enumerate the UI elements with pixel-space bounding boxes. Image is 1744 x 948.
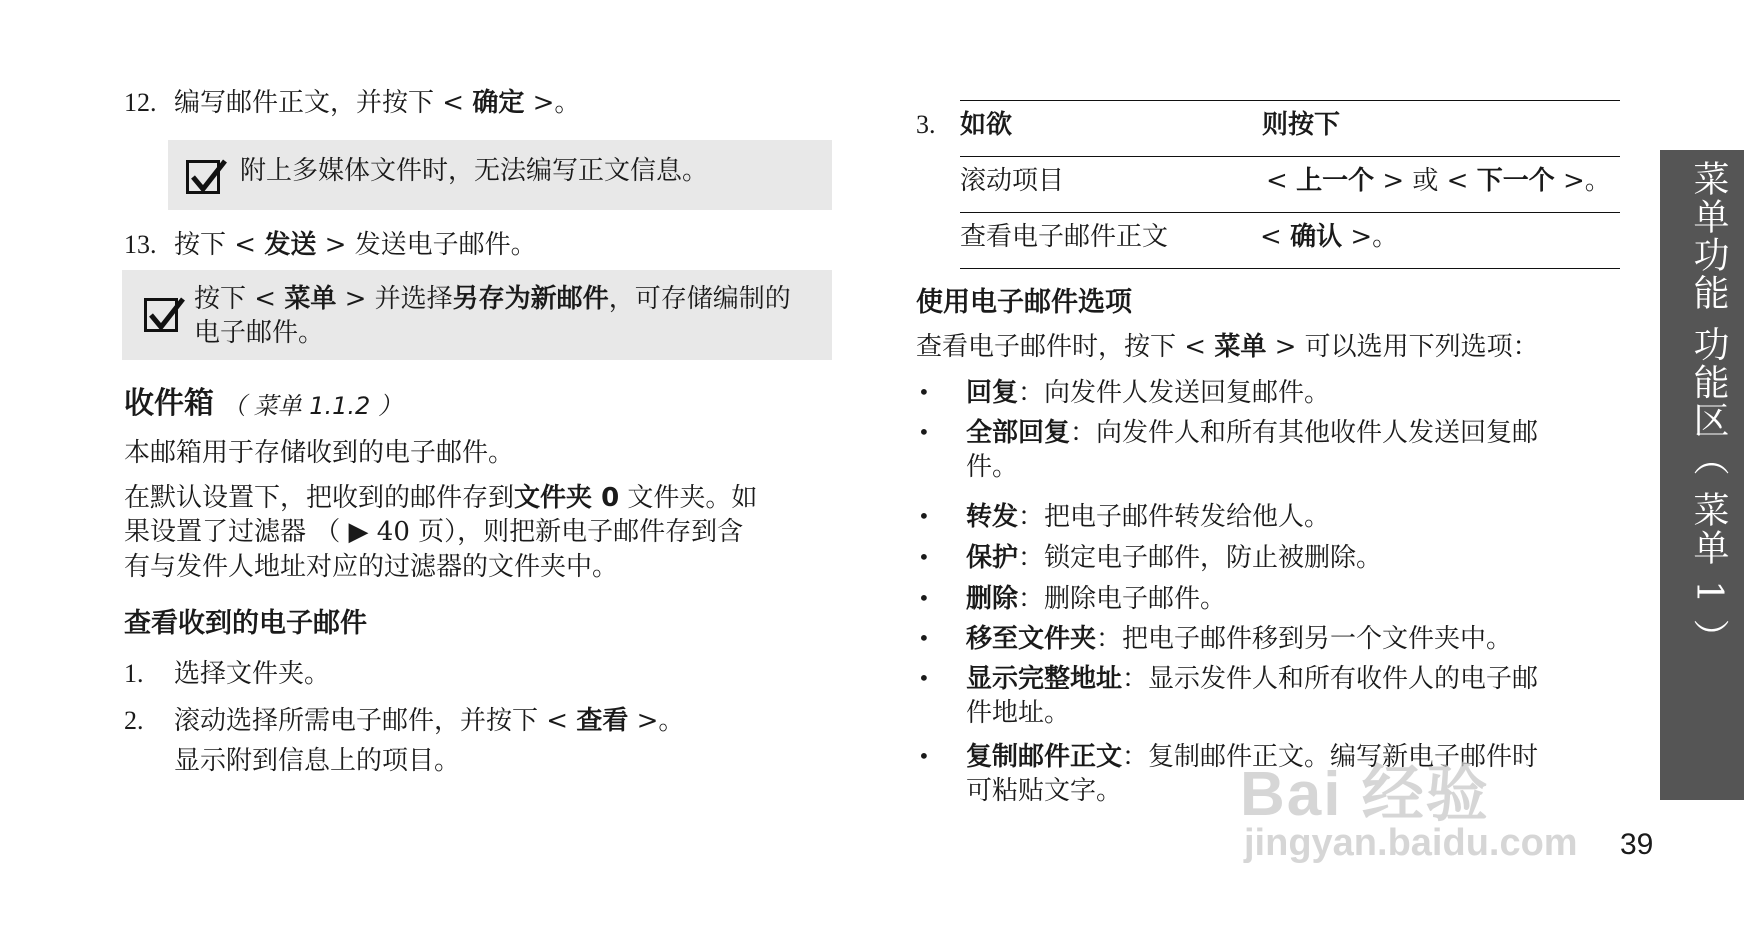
bullet-dot: • <box>918 420 930 444</box>
step-13-pre: 按下 < <box>174 230 265 260</box>
option-item <box>966 622 1512 656</box>
options-intro <box>916 330 1539 364</box>
key-save-as-new: 另存为新邮件 <box>452 284 609 314</box>
view-step-2-text <box>174 704 684 738</box>
step-13-number: 13. <box>124 230 157 259</box>
option-description: ：删除电子邮件。 <box>1018 584 1227 614</box>
option-name: 移至文件夹 <box>966 624 1097 654</box>
option-item <box>966 500 1330 534</box>
option-item <box>966 541 1382 575</box>
bullet-dot: • <box>918 666 930 690</box>
option-name: 显示完整地址 <box>966 664 1123 694</box>
row-1-mid: > 或 < <box>1374 166 1477 196</box>
option-description: ：显示发件人和所有收件人的电子邮 <box>1122 664 1539 694</box>
inbox-description: 本邮箱用于存储收到的电子邮件。 <box>124 438 515 468</box>
options-intro-post: > 可以选用下列选项： <box>1266 332 1539 362</box>
note-2-line-2: 电子邮件。 <box>194 318 325 348</box>
key-view: 查看 <box>576 706 629 736</box>
option-name: 保护 <box>966 543 1019 573</box>
inbox-menu-ref: （ 菜单 1.1.2 ） <box>222 392 402 420</box>
step-12-text <box>174 86 580 120</box>
option-item <box>966 662 1538 696</box>
baidu-watermark-url: jingyan.baidu.com <box>1244 822 1578 864</box>
note-1-text: 附上多媒体文件时，无法编写正文信息。 <box>240 156 709 186</box>
checkmark-icon <box>186 160 220 194</box>
step-13-text <box>174 228 537 262</box>
step-12-number: 12. <box>124 88 157 117</box>
option-description-cont: 件地址。 <box>966 698 1071 728</box>
note-2-line-1 <box>194 282 791 316</box>
table-header-press: 则按下 <box>1262 110 1341 140</box>
note-2-post: ，可存储编制的 <box>608 284 791 314</box>
option-description: ：锁定电子邮件，防止被删除。 <box>1018 543 1383 573</box>
view-step-1-number: 1. <box>124 659 144 688</box>
bullet-dot: • <box>918 586 930 610</box>
option-item <box>966 376 1330 410</box>
inbox-paragraph-line-3: 有与发件人地址对应的过滤器的文件夹中。 <box>124 552 619 582</box>
view-step-2-post: >。 <box>628 706 685 736</box>
key-menu: 菜单 <box>284 284 337 314</box>
option-name: 转发 <box>966 502 1019 532</box>
option-item <box>966 582 1226 616</box>
key-folder-0: 文件夹 0 <box>514 483 620 513</box>
table-header-action: 如欲 <box>960 110 1013 140</box>
option-name: 全部回复 <box>966 418 1071 448</box>
checkmark-icon <box>144 298 178 332</box>
key-previous: 上一个 <box>1296 166 1375 196</box>
bullet-dot: • <box>918 545 930 569</box>
step-13-post: > 发送电子邮件。 <box>316 230 537 260</box>
table-row-1-action: 滚动项目 <box>960 166 1065 196</box>
bullet-dot: • <box>918 744 930 768</box>
option-description-cont: 件。 <box>966 452 1019 482</box>
key-confirm: 确定 <box>472 88 525 118</box>
option-description: ：把电子邮件移到另一个文件夹中。 <box>1096 624 1513 654</box>
view-received-heading: 查看收到的电子邮件 <box>124 608 367 639</box>
option-name: 回复 <box>966 378 1019 408</box>
options-intro-pre: 查看电子邮件时，按下 < <box>916 332 1215 362</box>
inbox-p-post: 文件夹。如 <box>619 483 758 513</box>
key-menu-2: 菜单 <box>1214 332 1267 362</box>
note-box-1 <box>168 140 832 210</box>
row-2-close: >。 <box>1342 222 1399 252</box>
view-step-1-text: 选择文件夹。 <box>174 659 331 689</box>
table-header-rule <box>960 156 1620 157</box>
step-3-number: 3. <box>916 110 936 139</box>
row-1-close: >。 <box>1554 166 1611 196</box>
bullet-dot: • <box>918 504 930 528</box>
view-step-2-number: 2. <box>124 706 144 735</box>
option-description: ：向发件人发送回复邮件。 <box>1018 378 1331 408</box>
bullet-dot: • <box>918 380 930 404</box>
table-row-1-rule <box>960 212 1620 213</box>
bullet-dot: • <box>918 626 930 650</box>
step-12-post: >。 <box>524 88 581 118</box>
inbox-p-pre: 在默认设置下，把收到的邮件存到 <box>124 483 515 513</box>
view-step-2-line-2: 显示附到信息上的项目。 <box>174 746 461 776</box>
option-item <box>966 416 1538 450</box>
inbox-paragraph-line-1 <box>124 481 757 515</box>
note-2-pre: 按下 < <box>194 284 285 314</box>
side-tab-label: 菜单功能 功能区（ 菜单 1 ） <box>1688 160 1729 657</box>
table-top-rule <box>960 100 1620 101</box>
page-number: 39 <box>1620 828 1654 861</box>
key-next: 下一个 <box>1476 166 1555 196</box>
view-step-2-pre: 滚动选择所需电子邮件，并按下 < <box>174 706 577 736</box>
table-row-2-keys <box>1260 220 1398 254</box>
inbox-title: 收件箱 <box>124 386 214 421</box>
option-description-cont: 可粘贴文字。 <box>966 776 1123 806</box>
option-name: 删除 <box>966 584 1019 614</box>
table-row-1-keys <box>1266 164 1611 198</box>
row-2-open: < <box>1260 222 1291 252</box>
key-send: 发送 <box>264 230 317 260</box>
option-description: ：复制邮件正文。编写新电子邮件时 <box>1122 742 1539 772</box>
option-description: ：向发件人和所有其他收件人发送回复邮 <box>1070 418 1539 448</box>
step-12-pre: 编写邮件正文，并按下 < <box>174 88 473 118</box>
option-name: 复制邮件正文 <box>966 742 1123 772</box>
baidu-watermark-logo: Bai 经验 <box>1240 760 1490 829</box>
options-heading: 使用电子邮件选项 <box>916 287 1132 318</box>
key-confirm-2: 确认 <box>1290 222 1343 252</box>
table-row-2-action: 查看电子邮件正文 <box>960 222 1169 252</box>
row-1-open: < <box>1266 166 1297 196</box>
note-2-mid: > 并选择 <box>336 284 453 314</box>
option-description: ：把电子邮件转发给他人。 <box>1018 502 1331 532</box>
table-bottom-rule <box>960 268 1620 269</box>
inbox-paragraph-line-2: 果设置了过滤器 （ ▶ 40 页），则把新电子邮件存到含 <box>124 517 744 547</box>
note-box-2 <box>122 270 832 360</box>
